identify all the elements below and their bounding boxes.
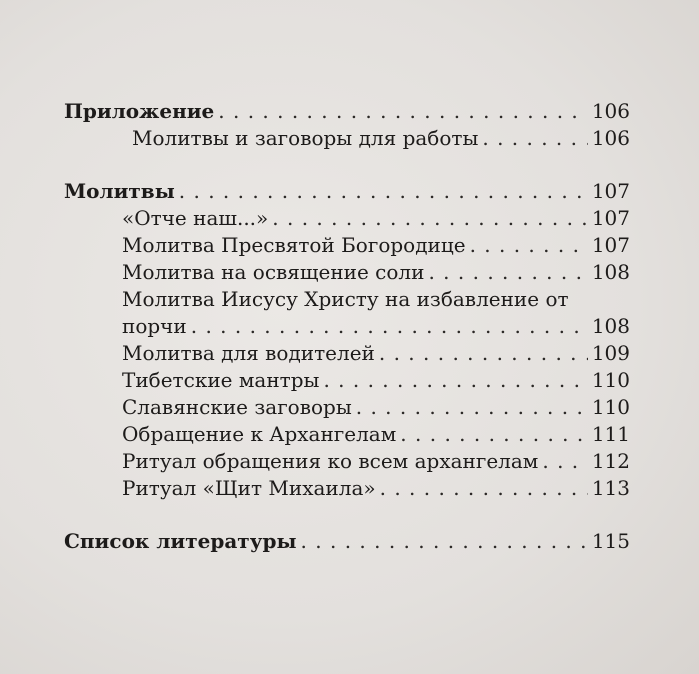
toc-entry-title: Молитвы (64, 179, 175, 203)
toc-section-prayers (64, 178, 630, 502)
toc-entry-title: порчи (122, 314, 187, 338)
toc-entry-title: Молитва на освящение соли (122, 260, 425, 284)
toc-entry-page: 106 (591, 99, 630, 123)
toc-entry-appendix (64, 98, 630, 125)
dot-leader (356, 394, 588, 421)
toc-entry-page: 112 (591, 449, 630, 473)
toc-entry-title-line1: Молитва Иисусу Христу на избавление от (122, 287, 569, 311)
dot-leader (542, 448, 587, 475)
toc-entry-bogoroditse (64, 232, 630, 259)
toc-entry-title: Славянские заговоры (122, 395, 352, 419)
toc-entry-archangels (64, 421, 630, 448)
toc-entry-title: Молитва для водителей (122, 341, 375, 365)
toc-entry-title: «Отче наш...» (122, 206, 269, 230)
toc-entry-title: Ритуал «Щит Михаила» (122, 476, 376, 500)
dot-leader (323, 367, 587, 394)
toc-entry-page: 108 (591, 314, 630, 338)
toc-entry-page: 110 (591, 395, 630, 419)
toc-entry-page: 107 (591, 179, 630, 203)
dot-leader (191, 313, 588, 340)
toc-entry-title: Список литературы (64, 529, 297, 553)
toc-entry-otche-nash (64, 205, 630, 232)
toc-entry-page: 115 (591, 529, 630, 553)
toc-entry-page: 107 (591, 206, 630, 230)
dot-leader (272, 205, 588, 232)
toc-entry-prayers (64, 178, 630, 205)
toc-entry-work-prayers (64, 125, 630, 152)
toc-entry-salt (64, 259, 630, 286)
toc-entry-page: 106 (591, 126, 630, 150)
toc-entry-page: 107 (591, 233, 630, 257)
toc-entry-ritual-all (64, 448, 630, 475)
toc-entry-page: 111 (591, 422, 630, 446)
dot-leader (380, 475, 588, 502)
toc-entry-title: Молитвы и заговоры для работы (132, 126, 479, 150)
dot-leader (428, 259, 587, 286)
toc-entry-page: 113 (591, 476, 630, 500)
toc-entry-ritual-mikhail (64, 475, 630, 502)
toc-entry-tibetan (64, 367, 630, 394)
toc-entry-title: Ритуал обращения ко всем архангелам (122, 449, 539, 473)
dot-leader (400, 421, 588, 448)
dot-leader (470, 232, 588, 259)
toc-entry-title: Молитва Пресвятой Богородице (122, 233, 466, 257)
toc-entry-title: Обращение к Архангелам (122, 422, 397, 446)
dot-leader (482, 125, 587, 152)
toc-entry-bibliography (64, 528, 630, 555)
dot-leader (379, 340, 588, 367)
toc-entry-page: 108 (591, 260, 630, 284)
toc-entry-page: 110 (591, 368, 630, 392)
toc-section-bibliography (64, 528, 630, 555)
table-of-contents (64, 98, 630, 581)
toc-entry-title: Приложение (64, 99, 215, 123)
toc-entry-page: 109 (591, 341, 630, 365)
toc-entry-drivers (64, 340, 630, 367)
dot-leader (218, 98, 588, 125)
dot-leader (301, 528, 588, 555)
dot-leader (179, 178, 588, 205)
toc-entry-title: Тибетские мантры (122, 368, 320, 392)
toc-entry-jesus-porchi (64, 313, 630, 340)
toc-section-appendix (64, 98, 630, 152)
toc-entry-slavic (64, 394, 630, 421)
